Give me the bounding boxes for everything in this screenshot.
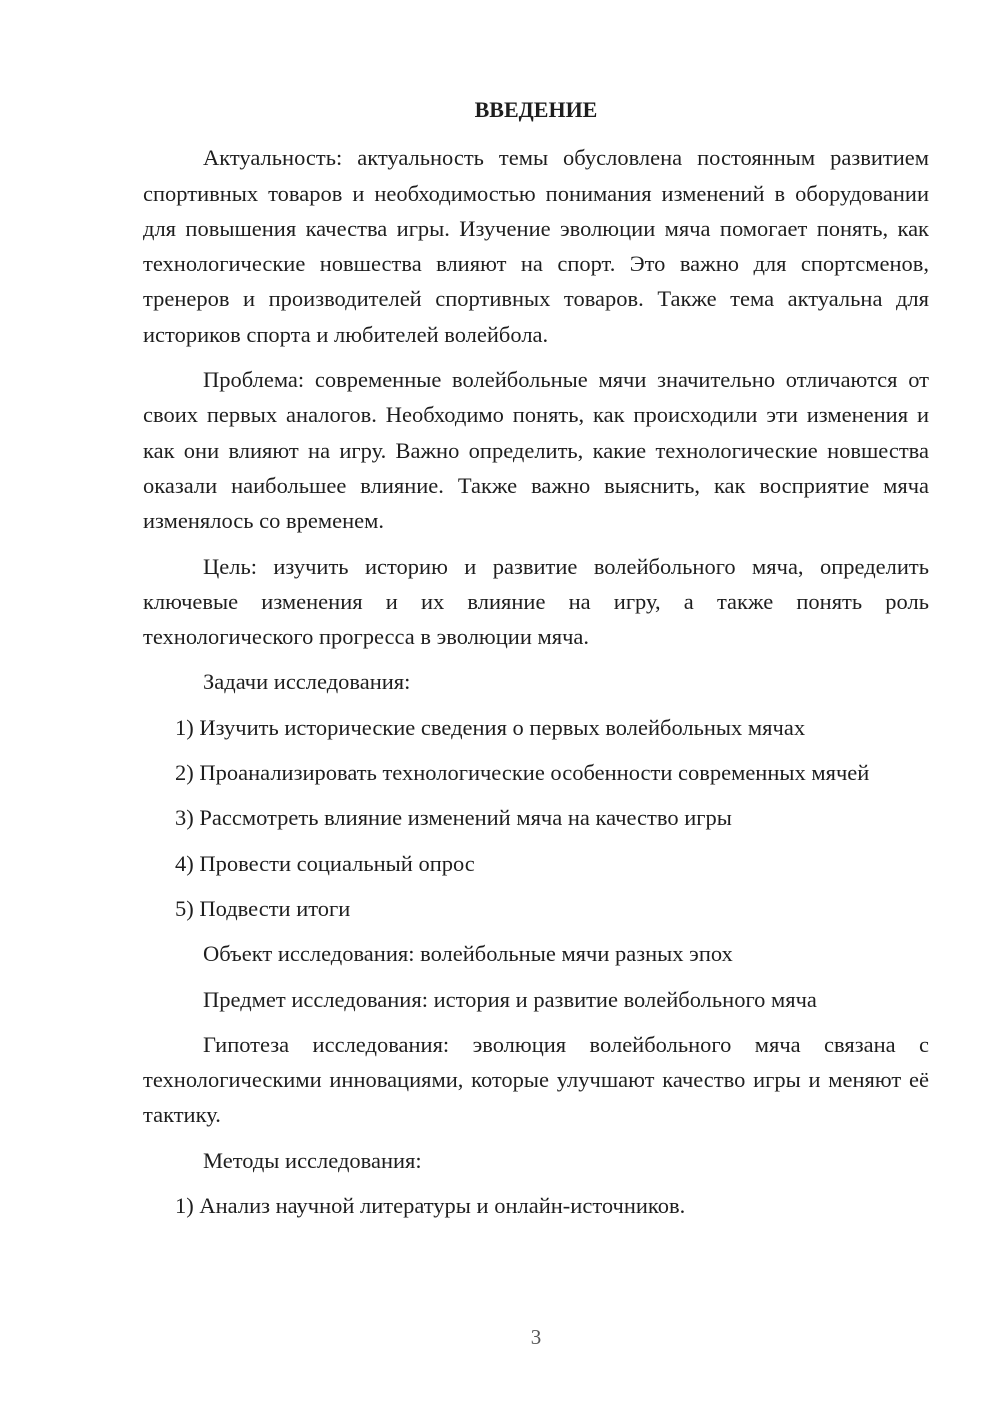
document-page	[143, 92, 929, 1233]
hypothesis-paragraph: Гипотеза исследования: эволюция волейбольного мяча связана с технологическими инновациями, которые улучшают качество игры и меняют её тактику.	[143, 1031, 929, 1128]
tasks-heading: Задачи исследования:	[203, 669, 411, 695]
subject-line: Предмет исследования: история и развитие волейбольного мяча	[203, 986, 817, 1012]
methods-heading: Методы исследования:	[203, 1147, 422, 1173]
task-item: 1) Изучить исторические сведения о первых волейбольных мячах	[175, 714, 806, 740]
goal-paragraph: Цель: изучить историю и развитие волейбольного мяча, определить ключевые изменения и их влияние на игру, а также понять роль технологического прогресса в эволюции мяча.	[143, 553, 929, 650]
task-item: 2) Проанализировать технологические особенности современных мячей	[175, 760, 870, 786]
task-item: 5) Подвести итоги	[175, 895, 351, 921]
task-item: 4) Провести социальный опрос	[175, 850, 475, 876]
method-item: 1) Анализ научной литературы и онлайн-источников.	[175, 1193, 686, 1219]
problem-paragraph: Проблема: современные волейбольные мячи значительно отличаются от своих первых аналогов. Необходимо понять, как происходили эти изменения и как они влияют на игру. Важно определить, какие технологические новшества оказали наибольшее влияние. Также важно выяснить, как восприятие мяча изменялось со временем.	[143, 367, 929, 534]
object-line: Объект исследования: волейбольные мячи разных эпох	[203, 941, 733, 967]
task-item: 3) Рассмотреть влияние изменений мяча на качество игры	[175, 805, 732, 831]
relevance-paragraph: Актуальность: актуальность темы обусловлена постоянным развитием спортивных товаров и необходимостью понимания изменений в оборудовании для повышения качества игры. Изучение эволюции мяча помогает понять, как технологические новшества влияют на спорт. Это важно для спортсменов, тренеров и производителей спортивных товаров. Также тема актуальна для историков спорта и любителей волейбола.	[143, 145, 929, 347]
page-number: 3	[530, 1325, 542, 1349]
section-title: ВВЕДЕНИЕ	[474, 97, 598, 122]
